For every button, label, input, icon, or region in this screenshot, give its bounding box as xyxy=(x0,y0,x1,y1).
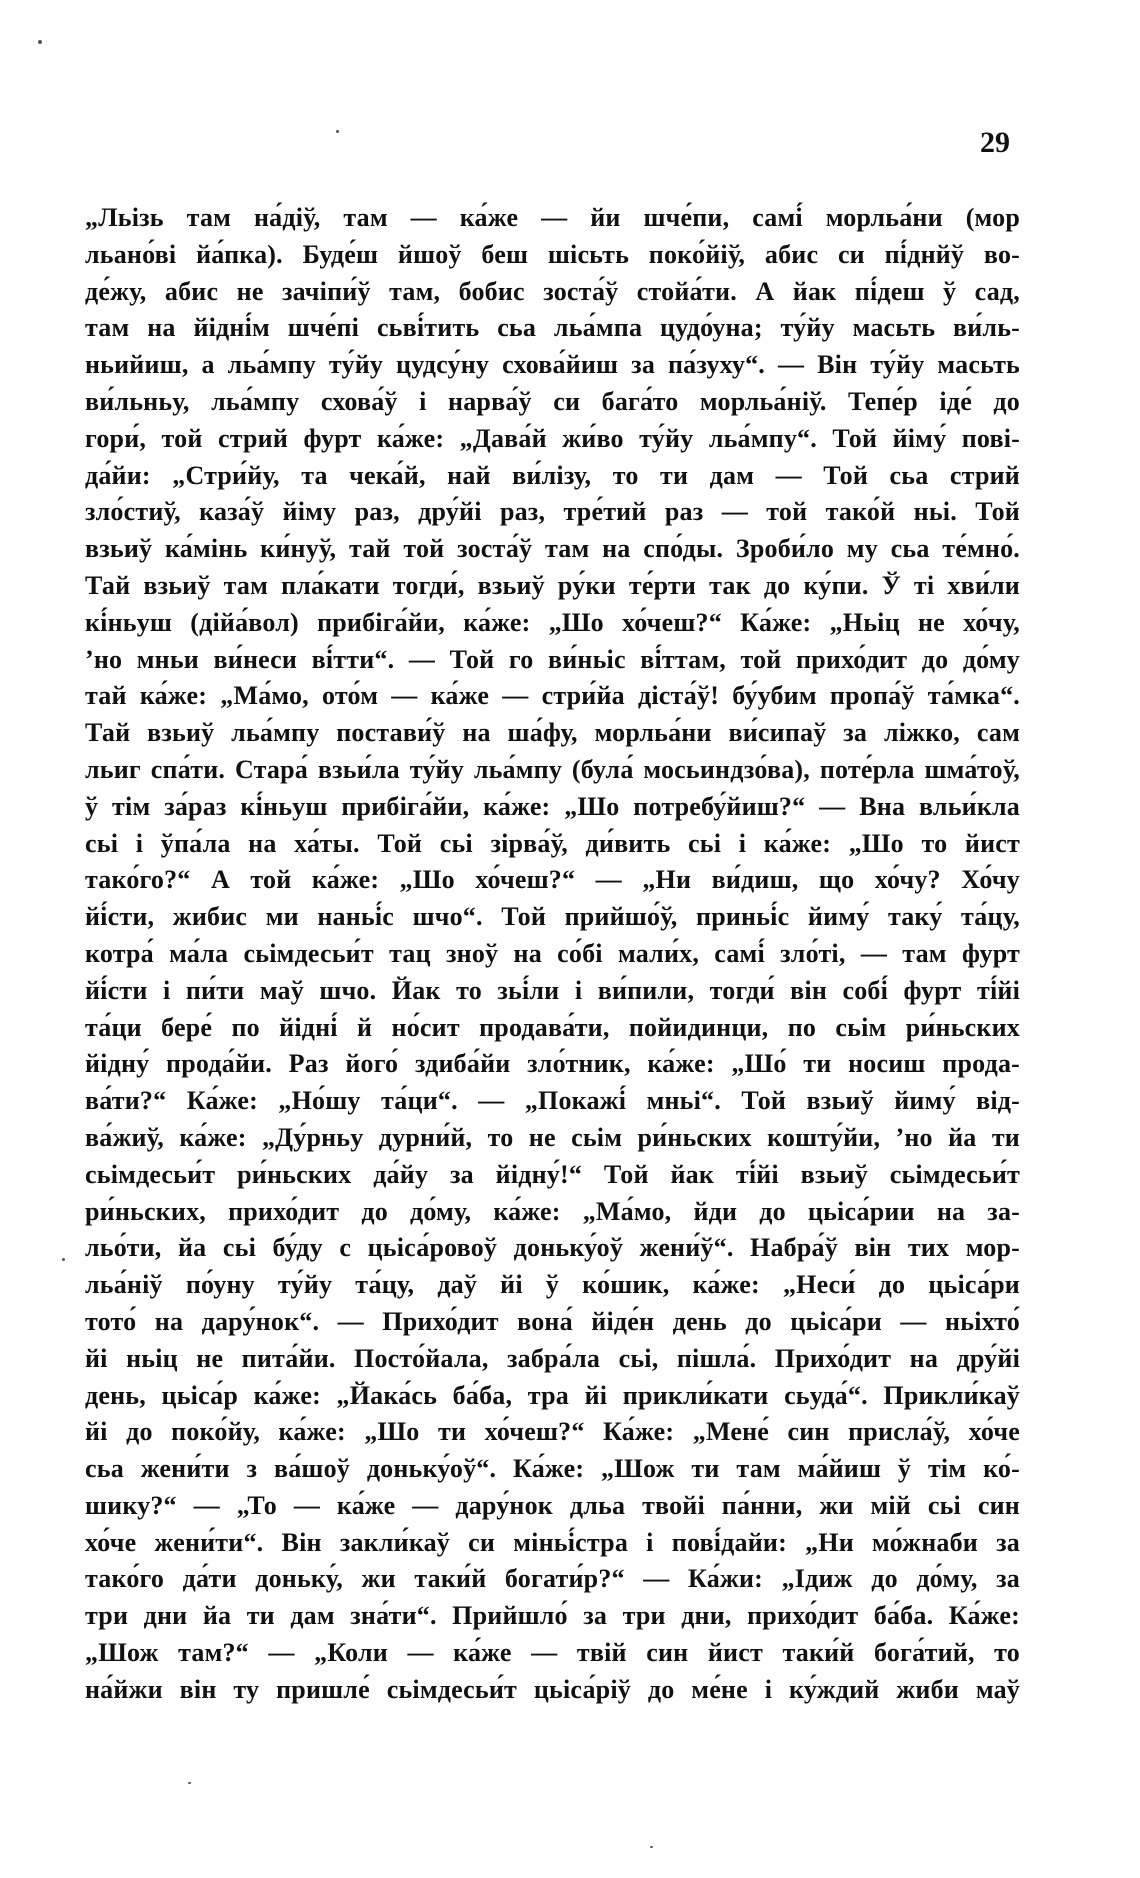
text-line: йі до поко́йу, ка́же: „Шо ти хо́чеш?“ Ка́же: „Мене́ син присла́ў, хо́че xyxy=(85,1417,1020,1447)
text-line: ’но мньи ви́неси ві́тти“. — Той го ви́ньіс ві́ттам, той прихо́дит до до́му xyxy=(85,644,1020,674)
text-line: тай ка́же: „Ма́мо, ото́м — ка́же — стри́йа діста́ў! бу́убим пропа́ў та́мка“. xyxy=(85,681,1020,711)
text-line: три дни йа ти дам зна́ти“. Прийшло́ за три дни, прихо́дит ба́ба. Ка́же: xyxy=(85,1601,1020,1631)
text-line: хо́че жени́ти“. Він закли́каў си міньі́стра і пові́дайи: „Ни мо́жнаби за xyxy=(85,1527,1020,1557)
body-text xyxy=(85,200,1020,1709)
page-number: 29 xyxy=(980,126,1010,159)
text-line: день, цьіса́р ка́же: „Йака́сь ба́ба, тра йі прикли́кати сьуда́“. Прикли́каў xyxy=(85,1380,1020,1410)
text-line: Тай взьиў там пла́кати тогди́, взьиў ру́ки те́рти так до ку́пи. Ў ті хви́ли xyxy=(85,570,1020,600)
text-line: зло́стиў, каза́ў йіму раз, дру́йі раз, тре́тий раз — той тако́й ньі. Той xyxy=(85,497,1020,527)
text-line: льано́ві йа́пка). Буде́ш йшоў беш шісьть поко́йіў, абис си пі́днйў во- xyxy=(85,239,1020,269)
text-line: ва́ти?“ Ка́же: „Но́шу та́ци“. — „Покажі́ мньі“. Той взьиў йиму́ від- xyxy=(85,1086,1020,1116)
text-line: йідну́ прода́йи. Раз його́ здиба́йи зло́тник, ка́же: „Шо́ ти носиш продa- xyxy=(85,1049,1020,1079)
text-line: ў тім за́раз кі́ньуш прибіга́йи, ка́же: „Шо потребу́йиш?“ — Вна вльи́кла xyxy=(85,791,1020,821)
text-line: тако́го?“ А той ка́же: „Шо хо́чеш?“ — „Ни ви́диш, що хо́чу? Хо́чу xyxy=(85,865,1020,895)
text-line: кі́ньуш (дійа́вол) прибіга́йи, ка́же: „Шо хо́чеш?“ Ка́же: „Ньіц не хо́чу, xyxy=(85,607,1020,637)
text-line: ва́жиў, ка́же: „Ду́рньу дурни́й, то не сьім ри́ньских кошту́йи, ’но йа ти xyxy=(85,1122,1020,1152)
text-line: сьімдесьи́т ри́ньских да́йу за йідну́!“ Той йак ті́йі взьиў сьімдесьи́т xyxy=(85,1159,1020,1189)
text-line: на́йжи він ту пришле́ сьімдесьи́т цьіса́ріў до ме́не і ку́ждий жиби маў xyxy=(85,1674,1020,1704)
text-line: тото́ на дару́нок“. — Прихо́дит вона́ йіде́н день до цьіса́ри — ньіхто́ xyxy=(85,1306,1020,1336)
text-line: льа́ніў по́уну ту́йу та́цу, даў йі ў ко́шик, ка́же: „Неси́ до цьіса́ри xyxy=(85,1270,1020,1300)
text-line: да́йи: „Стри́йу, та чека́й, най ви́лізу, то ти дам — Той сьа стрий xyxy=(85,460,1020,490)
text-line: „Льізь там на́діў, там — ка́же — йи шче́пи, самі́ морльа́ни (мор xyxy=(85,203,1020,232)
text-line: йі́сти, жибис ми наньі́с шчо“. Той прийшо́ў, приньі́с йиму́ таку́ та́цу, xyxy=(85,902,1020,932)
text-line: та́ци бере́ по йідні́ й но́сит продава́ти, пойидинци, по сьім ри́ньских xyxy=(85,1012,1020,1042)
text-line: льиг спа́ти. Стара́ взьи́ла ту́йу льа́мпу (була́ мосьиндзо́ва), поте́рла шма́тоў, xyxy=(85,754,1020,784)
text-line: взьиў ка́мінь ки́нуў, тай той зоста́ў там на спо́ды. Зроби́ло му сьа те́мно́. xyxy=(85,534,1020,564)
text-line: ви́льньу, льа́мпу схова́ў і нарва́ў си бага́то морльа́ніў. Тепе́р іде́ до xyxy=(85,386,1020,416)
print-speck xyxy=(38,40,42,44)
text-line: льо́ти, йа сьі бу́ду с цьіса́ровоў доньку́оў жени́ў“. Набра́ў він тих мор- xyxy=(85,1233,1020,1263)
text-line: котра́ ма́ла сьімдесьи́т тац зноў на со́бі мали́х, самі́ зло́ті, — там фурт xyxy=(85,938,1020,968)
print-speck xyxy=(650,1846,653,1848)
text-line: сьа жени́ти з ва́шоў доньку́оў“. Ка́же: „Шож ти там ма́йиш ў тім ко́- xyxy=(85,1454,1020,1484)
text-line: „Шож там?“ — „Коли — ка́же — твій син йист таки́й бога́тий, то xyxy=(85,1638,1020,1668)
text-line: Тай взьиў льа́мпу постави́ў на ша́фу, морльа́ни ви́сипаў за ліжко, сам xyxy=(85,718,1020,748)
text-line: йі́сти і пи́ти маў шчо. Йак то зьі́ли і ви́пили, тогди́ він собі́ фурт ті́йі xyxy=(85,975,1020,1005)
print-speck xyxy=(188,1782,191,1784)
print-speck xyxy=(62,1258,65,1261)
text-line: сьі і ўпа́ла на ха́ты. Той сьі зірва́ў, ди́вить сьі і ка́же: „Шо то йист xyxy=(85,828,1020,858)
text-line: ри́ньских, прихо́дит до до́му, ка́же: „Ма́мо, йди до цьіса́рии на за- xyxy=(85,1196,1020,1226)
text-line: йі ньіц не пита́йи. Посто́йала, забра́ла сьі, пішла́. Прихо́дит на дру́йі xyxy=(85,1343,1020,1373)
text-line: тако́го да́ти доньку́, жи таки́й богати́р?“ — Ка́жи: „Ідиж до до́му, за xyxy=(85,1564,1020,1594)
print-speck xyxy=(336,130,339,133)
text-line: ньийиш, а льа́мпу ту́йу цудсу́ну схова́йиш за па́зуху“. — Він ту́йу масьть xyxy=(85,350,1020,380)
text-line: де́жу, абис не зачіпи́ў там, бобис зоста́ў стойа́ти. А йак пі́деш ў сад, xyxy=(85,276,1020,306)
text-line: шику?“ — „То — ка́же — дару́нок дльа твойі па́нни, жи мій сьі син xyxy=(85,1490,1020,1520)
text-line: там на йідні́м шче́пі сьві́тить сьа льа́мпа цудо́уна; ту́йу масьть ви́ль- xyxy=(85,313,1020,343)
text-line: гори́, той стрий фурт ка́же: „Дава́й жи́во ту́йу льа́мпу“. Той йіму́ пові- xyxy=(85,423,1020,453)
